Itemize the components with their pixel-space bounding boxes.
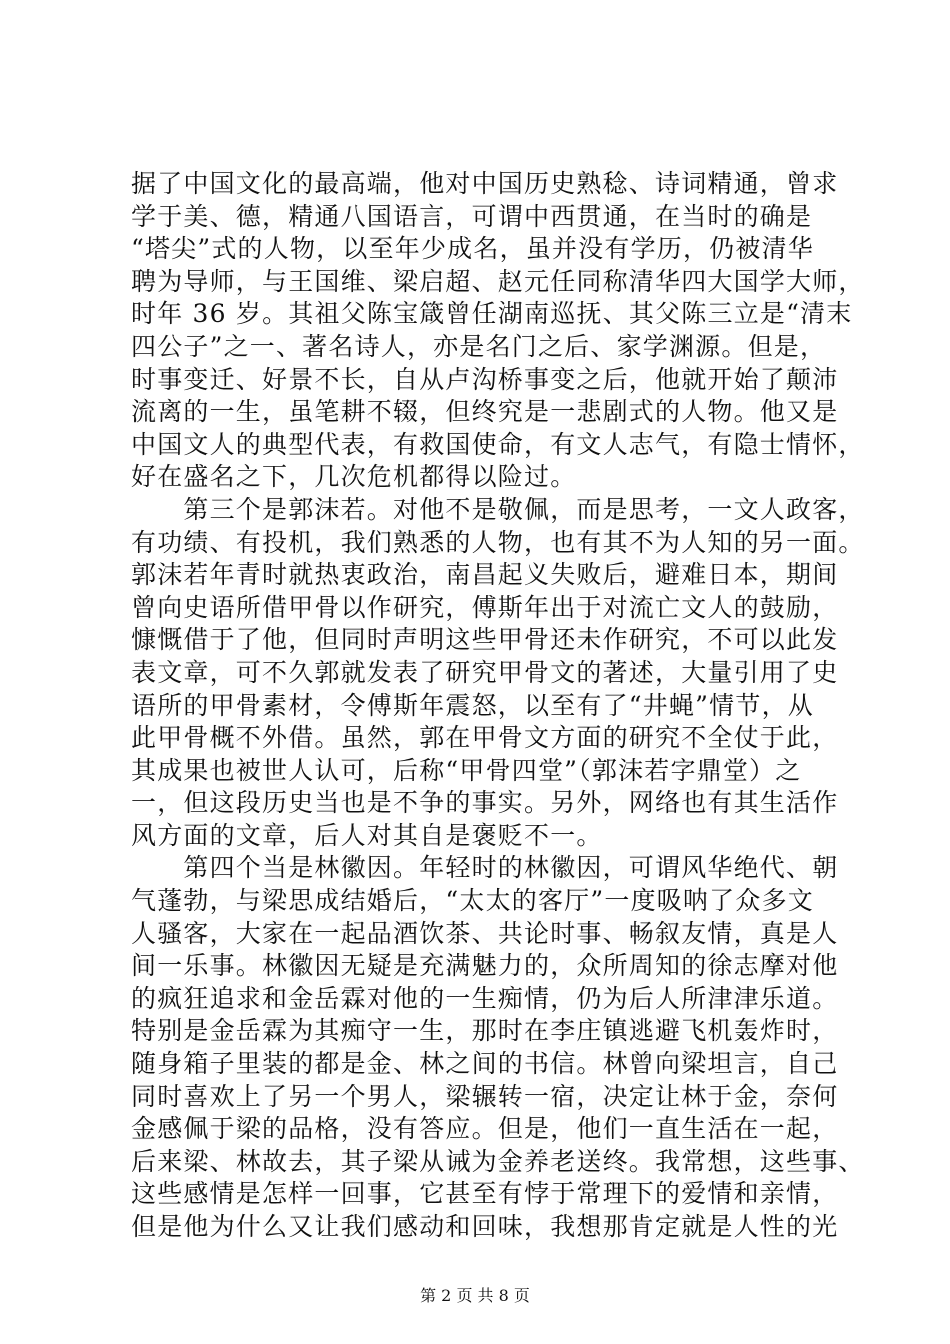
text-line: 但是他为什么又让我们感动和回味，我想那肯定就是人性的光	[131, 1212, 839, 1241]
text-line: “塔尖”式的人物，以至年少成名，虽并没有学历，仍被清华	[131, 234, 814, 264]
text-line: 随身箱子里装的都是金、林之间的书信。林曾向梁坦言，自己	[131, 1049, 839, 1079]
text-line: 表文章，可不久郭就发表了研究甲骨文的著述，大量引用了史	[131, 657, 839, 687]
text-line: 同时喜欢上了另一个男人，梁辗转一宿，决定让林于金，奈何	[131, 1081, 839, 1111]
text-line: 慷慨借于了他，但同时声明这些甲骨还未作研究，不可以此发	[131, 625, 839, 655]
text-line: 好在盛名之下，几次危机都得以险过。	[131, 462, 577, 492]
text-line: 一，但这段历史当也是不争的事实。另外，网络也有其生活作	[131, 788, 839, 818]
text-line: 曾向史语所借甲骨以作研究，傅斯年出于对流亡文人的鼓励，	[131, 592, 839, 622]
text-line: 聘为导师，与王国维、梁启超、赵元任同称清华四大国学大师，	[131, 266, 865, 296]
text-line: 这些感情是怎样一回事，它甚至有悖于常理下的爱情和亲情，	[131, 1179, 839, 1209]
text-line: 人骚客，大家在一起品酒饮茶、共论时事、畅叙友情，真是人	[131, 918, 839, 948]
text-line: 流离的一生，虽笔耕不辍，但终究是一悲剧式的人物。他又是	[131, 397, 839, 427]
text-line: 有功绩、有投机，我们熟悉的人物，也有其不为人知的另一面。	[131, 527, 865, 557]
text-line: 郭沫若年青时就热衷政治，南昌起义失败后，避难日本，期间	[131, 560, 839, 590]
text-line: 语所的甲骨素材，令傅斯年震怒，以至有了“井蝇”情节，从	[131, 690, 814, 720]
text-line: 据了中国文化的最高端，他对中国历史熟稔、诗词精通，曾求	[131, 169, 839, 198]
text-line: 时事变迁、好景不长，自从卢沟桥事变之后，他就开始了颠沛	[131, 364, 839, 394]
text-line: 此甲骨概不外借。虽然，郭在甲骨文方面的研究不全仗于此，	[131, 723, 839, 753]
text-line: 其成果也被世人认可，后称“甲骨四堂”（郭沫若字鼎堂）之	[131, 755, 802, 785]
text-line: 间一乐事。林徽因无疑是充满魅力的，众所周知的徐志摩对他	[131, 951, 839, 981]
text-line: 中国文人的典型代表，有救国使命，有文人志气，有隐士情怀，	[131, 429, 865, 459]
document-body	[131, 168, 865, 1244]
text-line: 气蓬勃，与梁思成结婚后，“太太的客厅”一度吸呐了众多文	[131, 886, 814, 916]
text-line: 时年 36 岁。其祖父陈宝箴曾任湖南巡抚、其父陈三立是“清末	[131, 299, 853, 329]
text-line: 第三个是郭沫若。对他不是敬佩，而是思考，一文人政客，	[131, 494, 865, 524]
text-line: 第四个当是林徽因。年轻时的林徽因，可谓风华绝代、朝	[131, 853, 839, 883]
text-line: 四公子”之一、著名诗人，亦是名门之后、家学渊源。但是，	[131, 331, 827, 361]
text-line: 金感佩于梁的品格，没有答应。但是，他们一直生活在一起，	[131, 1114, 839, 1144]
text-line: 特别是金岳霖为其痴守一生，那时在李庄镇逃避飞机轰炸时，	[131, 1016, 839, 1046]
page-footer: 第 2 页 共 8 页	[420, 1286, 530, 1305]
text-line: 的疯狂追求和金岳霖对他的一生痴情，仍为后人所津津乐道。	[131, 983, 839, 1013]
text-line: 后来梁、林故去，其子梁从诫为金养老送终。我常想，这些事、	[131, 1146, 865, 1176]
text-line: 风方面的文章，后人对其自是褒贬不一。	[131, 820, 603, 850]
text-line: 学于美、德，精通八国语言，可谓中西贯通，在当时的确是	[131, 201, 813, 231]
